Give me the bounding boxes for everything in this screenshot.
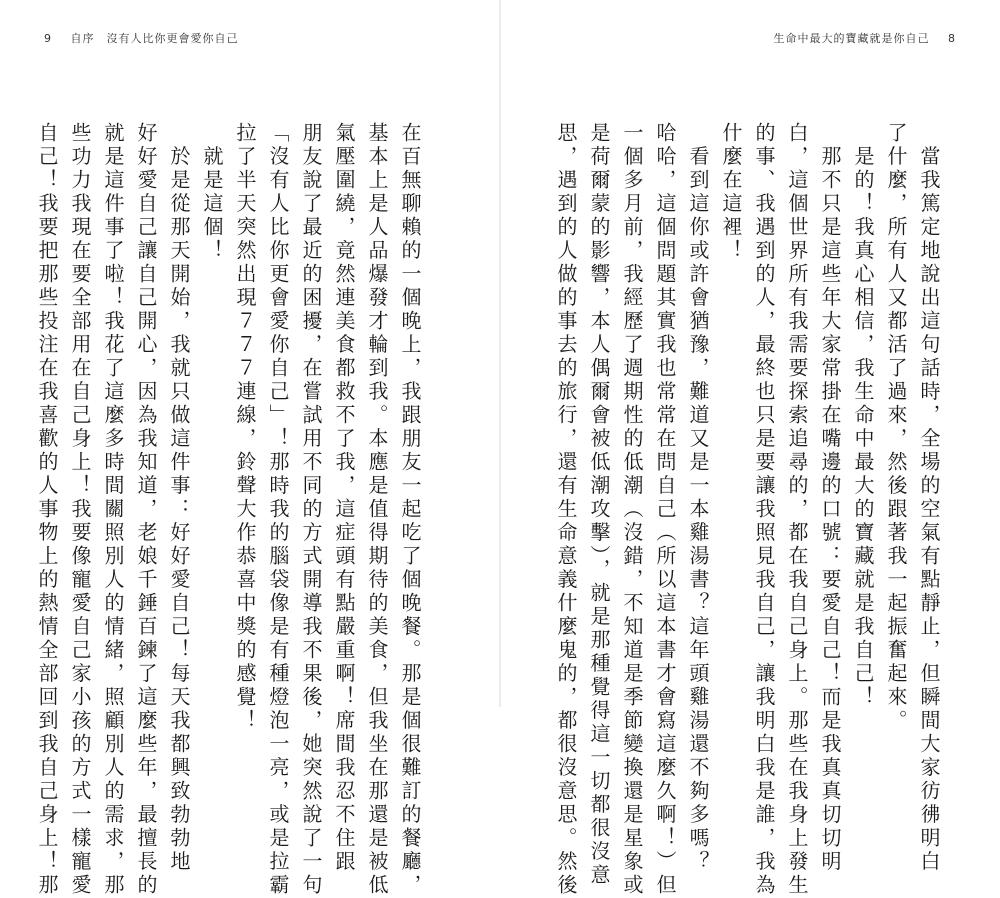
text-column: 是的！我真心相信，我生命中最大的寶藏就是我自己！ (851, 122, 875, 710)
right-page-number: 8 (948, 32, 956, 45)
text-column: 了什麼，所有人又都活了過來，然後跟著我一起振奮起來。 (884, 122, 908, 733)
text-column: 什麼在這裡！ (719, 122, 743, 263)
text-column: 在百無聊賴的一個晚上，我跟朋友一起吃了個晚餐。那是個很難訂的餐廳， (398, 122, 422, 898)
left-page-header (30, 30, 239, 46)
text-column: 當我篤定地說出這句話時，全場的空氣有點靜止，但瞬間大家彷彿明白 (917, 122, 941, 874)
text-column: 白，這個世界所有我需要探索追尋的，都在我自己身上。那些在我身上發生 (785, 122, 809, 898)
text-column: 自己！我要把那些投注在我喜歡的人事物上的熱情全部回到我自己身上！那 (35, 122, 59, 898)
text-column: 些功力我現在要全部用在自己身上！我要像寵愛自己家小孩的方式一樣寵愛 (68, 122, 92, 898)
text-column: 氣壓圍繞，竟然連美食都救不了我，這症頭有點嚴重啊！席間我忍不住跟 (332, 122, 356, 874)
text-column: 那不只是這些年大家常掛在嘴邊的口號：要愛自己！而是我真真切切明 (818, 122, 842, 874)
text-column: 思，遇到的人做的事去的旅行，還有生命意義什麼鬼的，都很沒意思。然後 (554, 122, 578, 898)
text-column: 基本上是人品爆發才輪到我。本應是值得期待的美食，但我坐在那還是被低 (365, 122, 389, 898)
text-column: 好好愛自己讓自己開心，因為我知道，老娘千錘百鍊了這麼些年，最擅長的 (134, 122, 158, 898)
text-column: 就是這個！ (200, 122, 224, 263)
left-page-running-title: 自序 沒有人比你更會愛你自己 (70, 32, 239, 45)
right-page-header (774, 30, 971, 46)
text-column: 哈哈，這個問題其實我也常常在問自己（所以這本書才會寫這麼久啊！）但 (653, 122, 677, 898)
text-column: 一個多月前，我經歷了週期性的低潮（沒錯，不知道是季節變換還是星象或 (620, 122, 644, 898)
right-page-running-title: 生命中最大的寶藏就是你自己 (773, 32, 930, 45)
left-page-number: 9 (44, 32, 52, 45)
text-column: 於是從那天開始，我就只做這件事：好好愛自己！每天我都興致勃勃地 (167, 122, 191, 874)
page-gutter (499, 0, 501, 707)
text-column: 的事、我遇到的人，最終也只是要讓我照見我自己，讓我明白我是誰，我為 (752, 122, 776, 898)
text-column: 拉了半天突然出現７７７連線，鈴聲大作恭喜中獎的感覺！ (233, 122, 257, 733)
text-column: 是荷爾蒙的影響，本人偶爾會被低潮攻擊），就是那種覺得這一切都很沒意 (587, 122, 611, 888)
text-column: 「沒有人比你更會愛你自己」！那時我的腦袋像是有種燈泡一亮，或是拉霸 (266, 122, 290, 898)
text-column: 就是這件事了啦！我花了這麼多時間關照別人的情緒，照顧別人的需求，那 (101, 122, 125, 898)
text-column: 朋友說了最近的困擾，在嘗試用不同的方式開導我不果後，她突然說了一句 (299, 122, 323, 898)
text-column: 看到這你或許會猶豫，難道又是一本雞湯書？這年頭雞湯還不夠多嗎？ (686, 122, 710, 874)
